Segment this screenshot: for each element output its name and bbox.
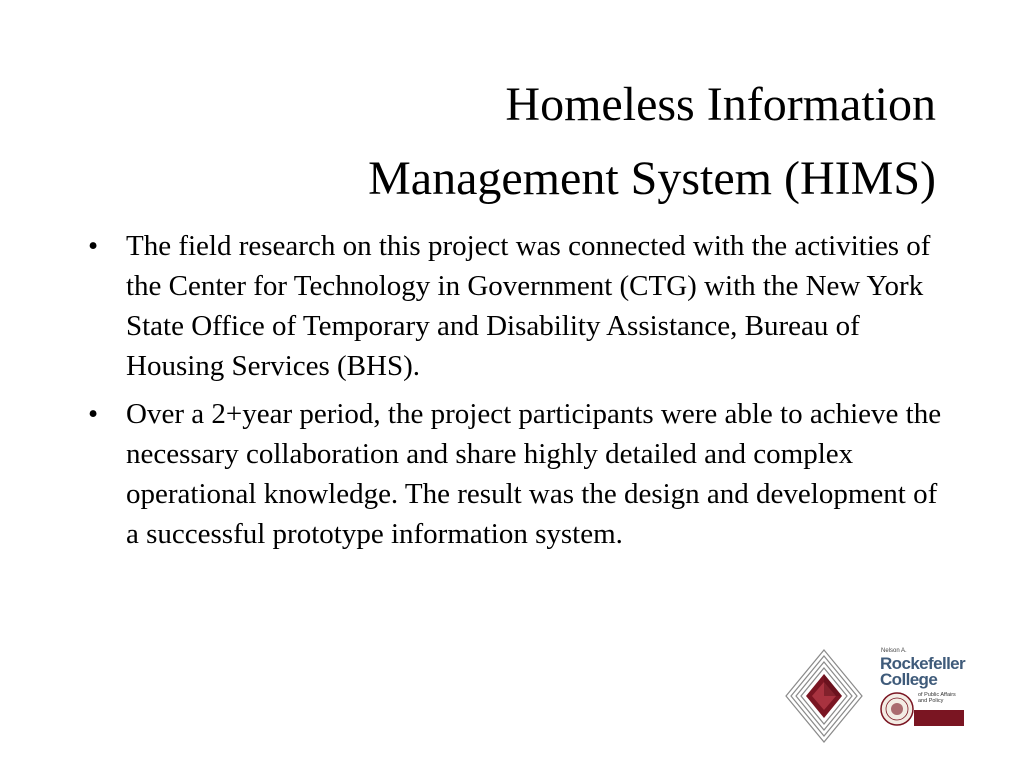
college-logo-small-text: Nelson A.	[881, 648, 907, 654]
slide-title	[116, 68, 936, 217]
bullet-marker: •	[88, 398, 99, 430]
college-logo-sub-line-1: of Public Affairs	[918, 692, 956, 698]
bullet-item	[84, 394, 944, 554]
slide-title-line-1: Homeless Information	[505, 78, 936, 131]
bullet-text: Over a 2+year period, the project participants were able to achieve the necessary collaboration and share highly detailed and complex operational knowledge. The result was the design and development of a successful prototype information system.	[126, 398, 942, 550]
university-seal-icon	[880, 692, 914, 726]
college-logo-name-line-2: College	[880, 670, 938, 689]
college-logo-maroon-bar	[914, 710, 964, 726]
college-logo-sub-line-2: and Policy	[918, 698, 944, 704]
university-diamond-logo-icon	[784, 648, 864, 744]
slide-title-line-2: Management System (HIMS)	[368, 152, 936, 206]
college-logo-name-line-1: Rockefeller	[880, 654, 966, 673]
bullet-text: The field research on this project was connected with the activities of the Center for Technology in Government (CTG) with the New York State Office of Temporary and Disability Assistance, Bureau of Housing Services (BHS).	[126, 230, 931, 382]
bullet-list	[84, 226, 944, 562]
bullet-marker: •	[88, 230, 99, 262]
rockefeller-college-logo	[878, 644, 964, 730]
bullet-item	[84, 226, 944, 386]
